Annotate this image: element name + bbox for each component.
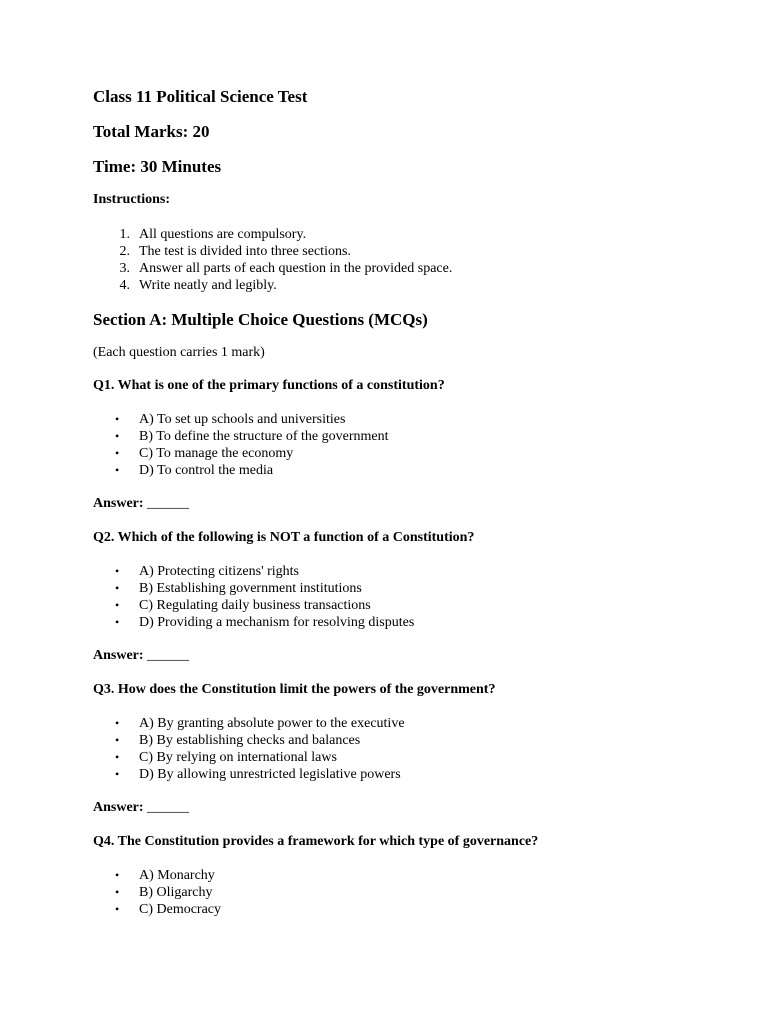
instruction-item [93, 243, 733, 260]
instruction-number: 1. [119, 227, 130, 242]
instruction-item [93, 260, 733, 277]
question-text: Q2. Which of the following is NOT a function of a Constitution? [93, 530, 475, 545]
question-text: Q3. How does the Constitution limit the powers of the government? [93, 682, 496, 697]
answer-label: Answer: [93, 496, 144, 511]
answer-line [93, 495, 733, 513]
option-text: D) Providing a mechanism for resolving disputes [139, 615, 415, 630]
question-text: Q1. What is one of the primary functions of a constitution? [93, 378, 445, 393]
answer-label: Answer: [93, 648, 144, 663]
option-text: D) By allowing unrestricted legislative powers [139, 767, 401, 782]
questions-container [93, 377, 733, 918]
option-text: B) By establishing checks and balances [139, 733, 361, 748]
bullet-icon: • [115, 750, 120, 764]
option-item [93, 428, 733, 445]
instruction-text: Answer all parts of each question in the provided space. [139, 261, 453, 276]
option-text: B) Establishing government institutions [139, 581, 362, 596]
time-limit: Time: 30 Minutes [93, 157, 222, 176]
section-a-note: (Each question carries 1 mark) [93, 345, 265, 360]
instruction-item [93, 226, 733, 243]
question-text: Q4. The Constitution provides a framework for which type of governance? [93, 834, 539, 849]
bullet-icon: • [115, 615, 120, 629]
answer-label: Answer: [93, 800, 144, 815]
document-title: Class 11 Political Science Test [93, 87, 308, 106]
bullet-icon: • [115, 733, 120, 747]
instruction-number: 4. [119, 278, 130, 293]
option-item [93, 766, 733, 783]
option-item [93, 715, 733, 732]
option-text: C) Democracy [139, 902, 222, 917]
bullet-icon: • [115, 581, 120, 595]
instructions-list [93, 226, 733, 294]
test-document [93, 86, 733, 934]
options-list [93, 563, 733, 631]
option-item [93, 597, 733, 614]
answer-blank: ______ [147, 800, 190, 815]
total-marks: Total Marks: 20 [93, 122, 210, 141]
bullet-icon: • [115, 564, 120, 578]
bullet-icon: • [115, 868, 120, 882]
bullet-icon: • [115, 446, 120, 460]
options-list [93, 411, 733, 479]
option-item [93, 901, 733, 918]
instruction-text: All questions are compulsory. [139, 227, 307, 242]
option-item [93, 867, 733, 884]
option-item [93, 732, 733, 749]
option-item [93, 563, 733, 580]
option-text: A) Protecting citizens' rights [139, 564, 299, 579]
option-item [93, 462, 733, 479]
instruction-text: Write neatly and legibly. [139, 278, 277, 293]
answer-blank: ______ [147, 648, 190, 663]
bullet-icon: • [115, 463, 120, 477]
bullet-icon: • [115, 767, 120, 781]
instruction-item [93, 277, 733, 294]
option-item [93, 445, 733, 462]
option-item [93, 884, 733, 901]
option-text: B) To define the structure of the government [139, 429, 389, 444]
answer-line [93, 799, 733, 817]
bullet-icon: • [115, 429, 120, 443]
instruction-number: 3. [119, 261, 130, 276]
bullet-icon: • [115, 598, 120, 612]
bullet-icon: • [115, 412, 120, 426]
bullet-icon: • [115, 716, 120, 730]
option-item [93, 580, 733, 597]
instruction-text: The test is divided into three sections. [139, 244, 351, 259]
bullet-icon: • [115, 902, 120, 916]
option-item [93, 749, 733, 766]
option-text: A) To set up schools and universities [139, 412, 346, 427]
option-text: C) By relying on international laws [139, 750, 337, 765]
instructions-heading: Instructions: [93, 192, 171, 207]
answer-line [93, 647, 733, 665]
option-text: A) Monarchy [139, 868, 215, 883]
option-text: C) Regulating daily business transactions [139, 598, 371, 613]
options-list [93, 715, 733, 783]
option-item [93, 614, 733, 631]
option-text: D) To control the media [139, 463, 274, 478]
option-item [93, 411, 733, 428]
option-text: B) Oligarchy [139, 885, 213, 900]
section-a-heading: Section A: Multiple Choice Questions (MCQs) [93, 310, 428, 329]
option-text: A) By granting absolute power to the executive [139, 716, 405, 731]
options-list [93, 867, 733, 918]
option-text: C) To manage the economy [139, 446, 294, 461]
instruction-number: 2. [119, 244, 130, 259]
bullet-icon: • [115, 885, 120, 899]
answer-blank: ______ [147, 496, 190, 511]
